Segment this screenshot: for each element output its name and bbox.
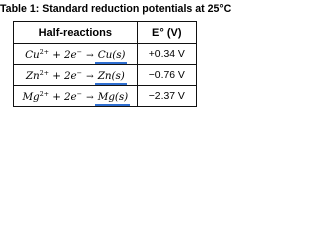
reaction-product bbox=[98, 49, 126, 61]
electron-charge: − bbox=[76, 89, 82, 98]
reaction-arrow-icon: → bbox=[86, 50, 94, 61]
product-underline bbox=[95, 104, 130, 106]
reaction-arrow-icon: → bbox=[86, 92, 94, 103]
half-reaction-cell bbox=[14, 86, 138, 107]
electron-term: + 2e bbox=[52, 69, 77, 82]
table-caption: Table 1: Standard reduction potentials at 25°C bbox=[0, 3, 232, 15]
table-row bbox=[14, 44, 197, 65]
ion-charge: 2+ bbox=[39, 47, 49, 56]
half-reaction-cell bbox=[14, 65, 138, 86]
electron-charge: − bbox=[76, 47, 82, 56]
reaction-arrow-icon: → bbox=[86, 71, 94, 82]
reduction-potentials-table bbox=[13, 21, 197, 107]
electron-term: + 2e bbox=[52, 48, 77, 61]
ion-symbol: Mg bbox=[22, 90, 40, 103]
ion-charge: 2+ bbox=[39, 68, 49, 77]
table-row bbox=[14, 86, 197, 107]
ion-symbol: Zn bbox=[25, 69, 40, 82]
header-half-reactions: Half-reactions bbox=[14, 22, 138, 44]
product-underline bbox=[95, 83, 127, 85]
electron-charge: − bbox=[76, 68, 82, 77]
product-text: Zn(s) bbox=[97, 69, 125, 82]
potential-value: −2.37 V bbox=[137, 86, 196, 107]
half-reaction-cell bbox=[14, 44, 138, 65]
product-text: Mg(s) bbox=[97, 90, 129, 103]
product-underline bbox=[95, 62, 128, 64]
ion-charge: 2+ bbox=[39, 89, 49, 98]
header-potential: E° (V) bbox=[137, 22, 196, 44]
reaction-product bbox=[98, 91, 128, 103]
electron-term: + 2e bbox=[52, 90, 77, 103]
product-text: Cu(s) bbox=[97, 48, 126, 61]
reaction-product bbox=[98, 70, 125, 82]
header-row bbox=[14, 22, 197, 44]
potential-value: +0.34 V bbox=[137, 44, 196, 65]
ion-symbol: Cu bbox=[25, 48, 40, 61]
table-row bbox=[14, 65, 197, 86]
potential-value: −0.76 V bbox=[137, 65, 196, 86]
